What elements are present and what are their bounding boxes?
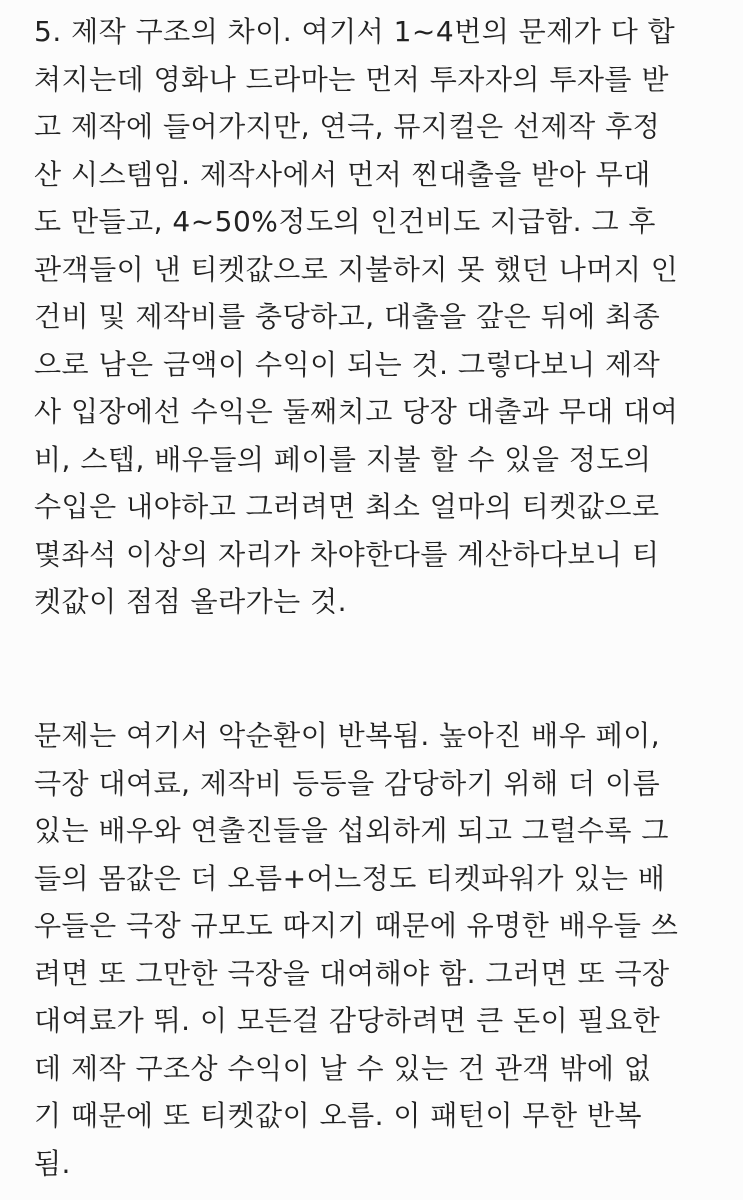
text-line: 산 시스템임. 제작사에서 먼저 찐대출을 받아 무대	[34, 157, 651, 191]
text-line: 극장 대여료, 제작비 등등을 감당하기 위해 더 이름	[34, 766, 661, 800]
text-line: 관객들이 낸 티켓값으로 지불하지 못 했던 나머지 인	[34, 252, 679, 286]
text-line: 고 제작에 들어가지만, 연극, 뮤지컬은 선제작 후정	[34, 110, 661, 143]
text-line: 됨.	[34, 1146, 71, 1180]
text-line: 데 제작 구조상 수익이 날 수 있는 건 관객 밖에 없	[34, 1051, 652, 1085]
text-line: 몇좌석 이상의 자리가 차야한다를 계산하다보니 티	[34, 537, 660, 571]
text-line: 들의 몸값은 더 오름+어느정도 티켓파워가 있는 배	[34, 861, 666, 895]
text-line: 려면 또 그만한 극장을 대여해야 함. 그러면 또 극장	[34, 956, 670, 990]
text-line: 5. 제작 구조의 차이. 여기서 1~4번의 문제가 다 합	[34, 15, 676, 48]
text-line: 대여료가 뛰. 이 모든걸 감당하려면 큰 돈이 필요한	[34, 1004, 661, 1037]
text-line: 도 만들고, 4~50%정도의 인건비도 지급함. 그 후	[34, 205, 656, 238]
text-line: 쳐지는데 영화나 드라마는 먼저 투자자의 투자를 받	[34, 62, 669, 96]
text-line: 으로 남은 금액이 수익이 되는 것. 그렇다보니 제작	[34, 347, 661, 381]
text-line: 사 입장에선 수익은 둘째치고 당장 대출과 무대 대여	[34, 395, 679, 428]
text-line: 비, 스텝, 배우들의 페이를 지불 할 수 있을 정도의	[34, 442, 652, 476]
text-line: 우들은 극장 규모도 따지기 때문에 유명한 배우들 쓰	[34, 909, 679, 942]
text-line: 기 때문에 또 티켓값이 오름. 이 패턴이 무한 반복	[34, 1099, 643, 1132]
text-line: 수입은 내야하고 그러려면 최소 얼마의 티켓값으로	[34, 490, 660, 523]
paragraph-vicious-cycle	[34, 712, 724, 1187]
paragraph-production-structure	[34, 8, 724, 626]
text-line: 켓값이 점점 올라가는 것.	[34, 585, 348, 618]
text-line: 문제는 여기서 악순환이 반복됨. 높아진 배우 페이,	[34, 719, 661, 752]
text-line: 건비 및 제작비를 충당하고, 대출을 갚은 뒤에 최종	[34, 300, 661, 333]
text-line: 있는 배우와 연출진들을 섭외하게 되고 그럴수록 그	[34, 814, 669, 847]
